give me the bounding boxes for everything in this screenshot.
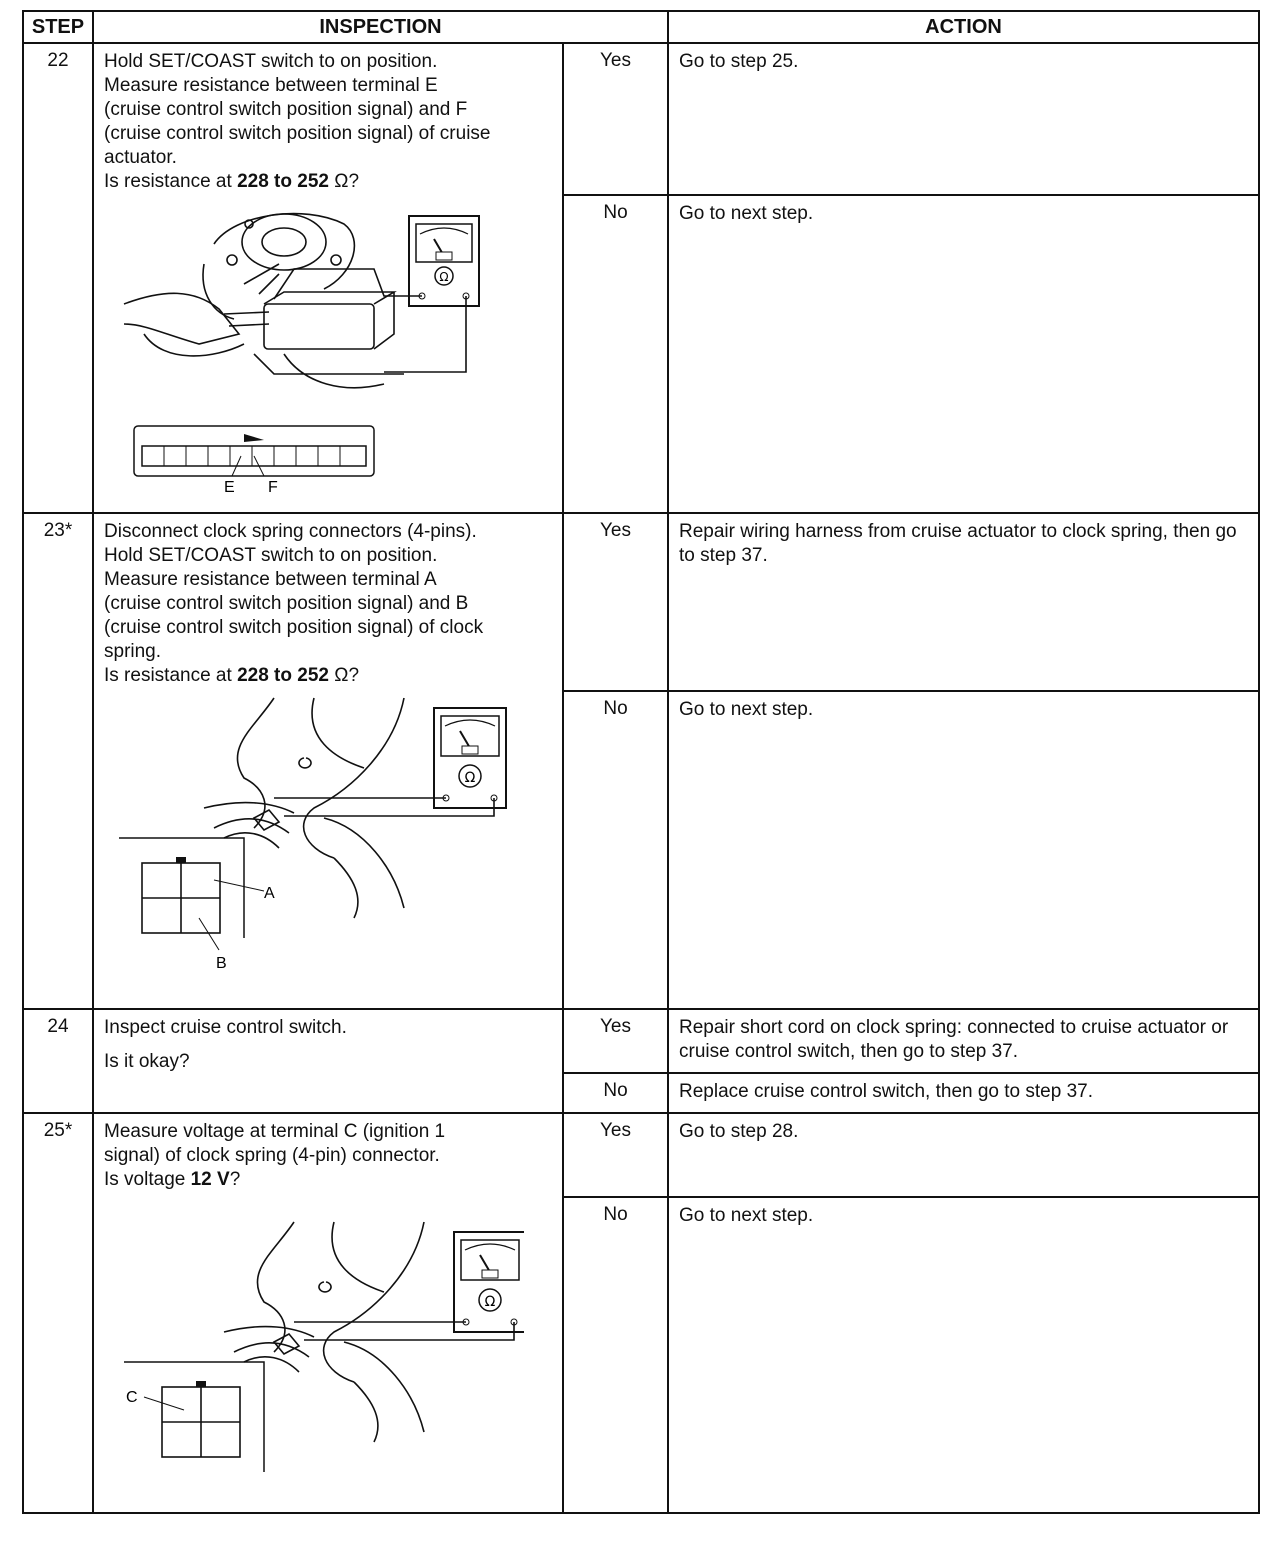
step-number: 23* — [23, 513, 93, 1009]
connector-diagram — [134, 426, 374, 496]
inspection-line: (cruise control switch position signal) and F — [104, 99, 468, 120]
yes-label: Yes — [563, 1009, 668, 1073]
inspection-line: Measure voltage at terminal C (ignition 1 — [104, 1121, 446, 1142]
inspection-line: Hold SET/COAST switch to on position. — [104, 51, 438, 72]
yes-label: Yes — [563, 43, 668, 195]
inspection-line: Inspect cruise control switch. — [104, 1017, 347, 1038]
header-action: ACTION — [668, 11, 1259, 43]
yes-action: Go to step 25. — [668, 43, 1259, 195]
inspection-cell — [93, 43, 563, 513]
clock-spring-voltage-illustration — [104, 1192, 524, 1492]
svg-text:E: E — [224, 479, 235, 496]
inspection-text — [94, 1010, 562, 1074]
inspection-line: (cruise control switch position signal) and B — [104, 593, 469, 614]
inspection-question: Is resistance at 228 to 252 Ω? — [104, 665, 360, 686]
header-row — [23, 11, 1259, 43]
no-action: Go to next step. — [668, 1197, 1259, 1513]
no-label: No — [563, 195, 668, 513]
no-label: No — [563, 1073, 668, 1113]
actuator-illustration — [104, 194, 524, 504]
no-action: Replace cruise control switch, then go to step 37. — [668, 1073, 1259, 1113]
no-label: No — [563, 1197, 668, 1513]
inspection-line: actuator. — [104, 147, 177, 168]
inspection-line: Measure resistance between terminal A — [104, 569, 437, 590]
inspection-line: (cruise control switch position signal) of clock — [104, 617, 484, 638]
no-label: No — [563, 691, 668, 1009]
step-number: 22 — [23, 43, 93, 513]
header-inspection: INSPECTION — [93, 11, 668, 43]
clock-spring-illustration — [104, 688, 524, 988]
inspection-cell — [93, 1113, 563, 1513]
inspection-line: (cruise control switch position signal) of cruise — [104, 123, 491, 144]
yes-label: Yes — [563, 1113, 668, 1197]
svg-text:Ω: Ω — [439, 270, 449, 284]
yes-label: Yes — [563, 513, 668, 691]
svg-text:B: B — [216, 955, 227, 972]
svg-text:C: C — [126, 1389, 138, 1406]
header-step: STEP — [23, 11, 93, 43]
troubleshooting-table — [22, 10, 1260, 1514]
step-22-yes-row — [23, 43, 1259, 195]
no-action: Go to next step. — [668, 195, 1259, 513]
step-number: 24 — [23, 1009, 93, 1113]
inspection-cell — [93, 513, 563, 1009]
step-25-yes-row — [23, 1113, 1259, 1197]
connector-diagram — [124, 1362, 264, 1472]
inspection-text — [94, 44, 562, 194]
yes-action: Repair wiring harness from cruise actuator to clock spring, then go to step 37. — [668, 513, 1259, 691]
ohmmeter — [274, 708, 506, 816]
step-23-yes-row — [23, 513, 1259, 691]
inspection-text — [94, 514, 562, 688]
no-action: Go to next step. — [668, 691, 1259, 1009]
inspection-text — [94, 1114, 562, 1192]
inspection-question: Is it okay? — [104, 1051, 190, 1072]
svg-text:Ω: Ω — [464, 770, 476, 786]
step-number: 25* — [23, 1113, 93, 1513]
step-24-yes-row — [23, 1009, 1259, 1073]
troubleshooting-sheet — [22, 10, 1258, 1524]
inspection-line: Measure resistance between terminal E — [104, 75, 438, 96]
svg-text:F: F — [268, 479, 278, 496]
inspection-question: Is resistance at 228 to 252 Ω? — [104, 171, 360, 192]
yes-action: Go to step 28. — [668, 1113, 1259, 1197]
inspection-line: Hold SET/COAST switch to on position. — [104, 545, 438, 566]
connector-diagram — [119, 838, 275, 972]
yes-action: Repair short cord on clock spring: connected to cruise actuator or cruise control switch, then go to step 37. — [668, 1009, 1259, 1073]
svg-text:Ω: Ω — [484, 1294, 496, 1310]
inspection-line: Disconnect clock spring connectors (4-pins). — [104, 521, 477, 542]
inspection-cell — [93, 1009, 563, 1113]
inspection-line: signal) of clock spring (4-pin) connector. — [104, 1145, 440, 1166]
inspection-question: Is voltage 12 V? — [104, 1169, 241, 1190]
inspection-line: spring. — [104, 641, 162, 662]
voltmeter — [294, 1232, 524, 1340]
svg-text:A: A — [264, 885, 275, 902]
